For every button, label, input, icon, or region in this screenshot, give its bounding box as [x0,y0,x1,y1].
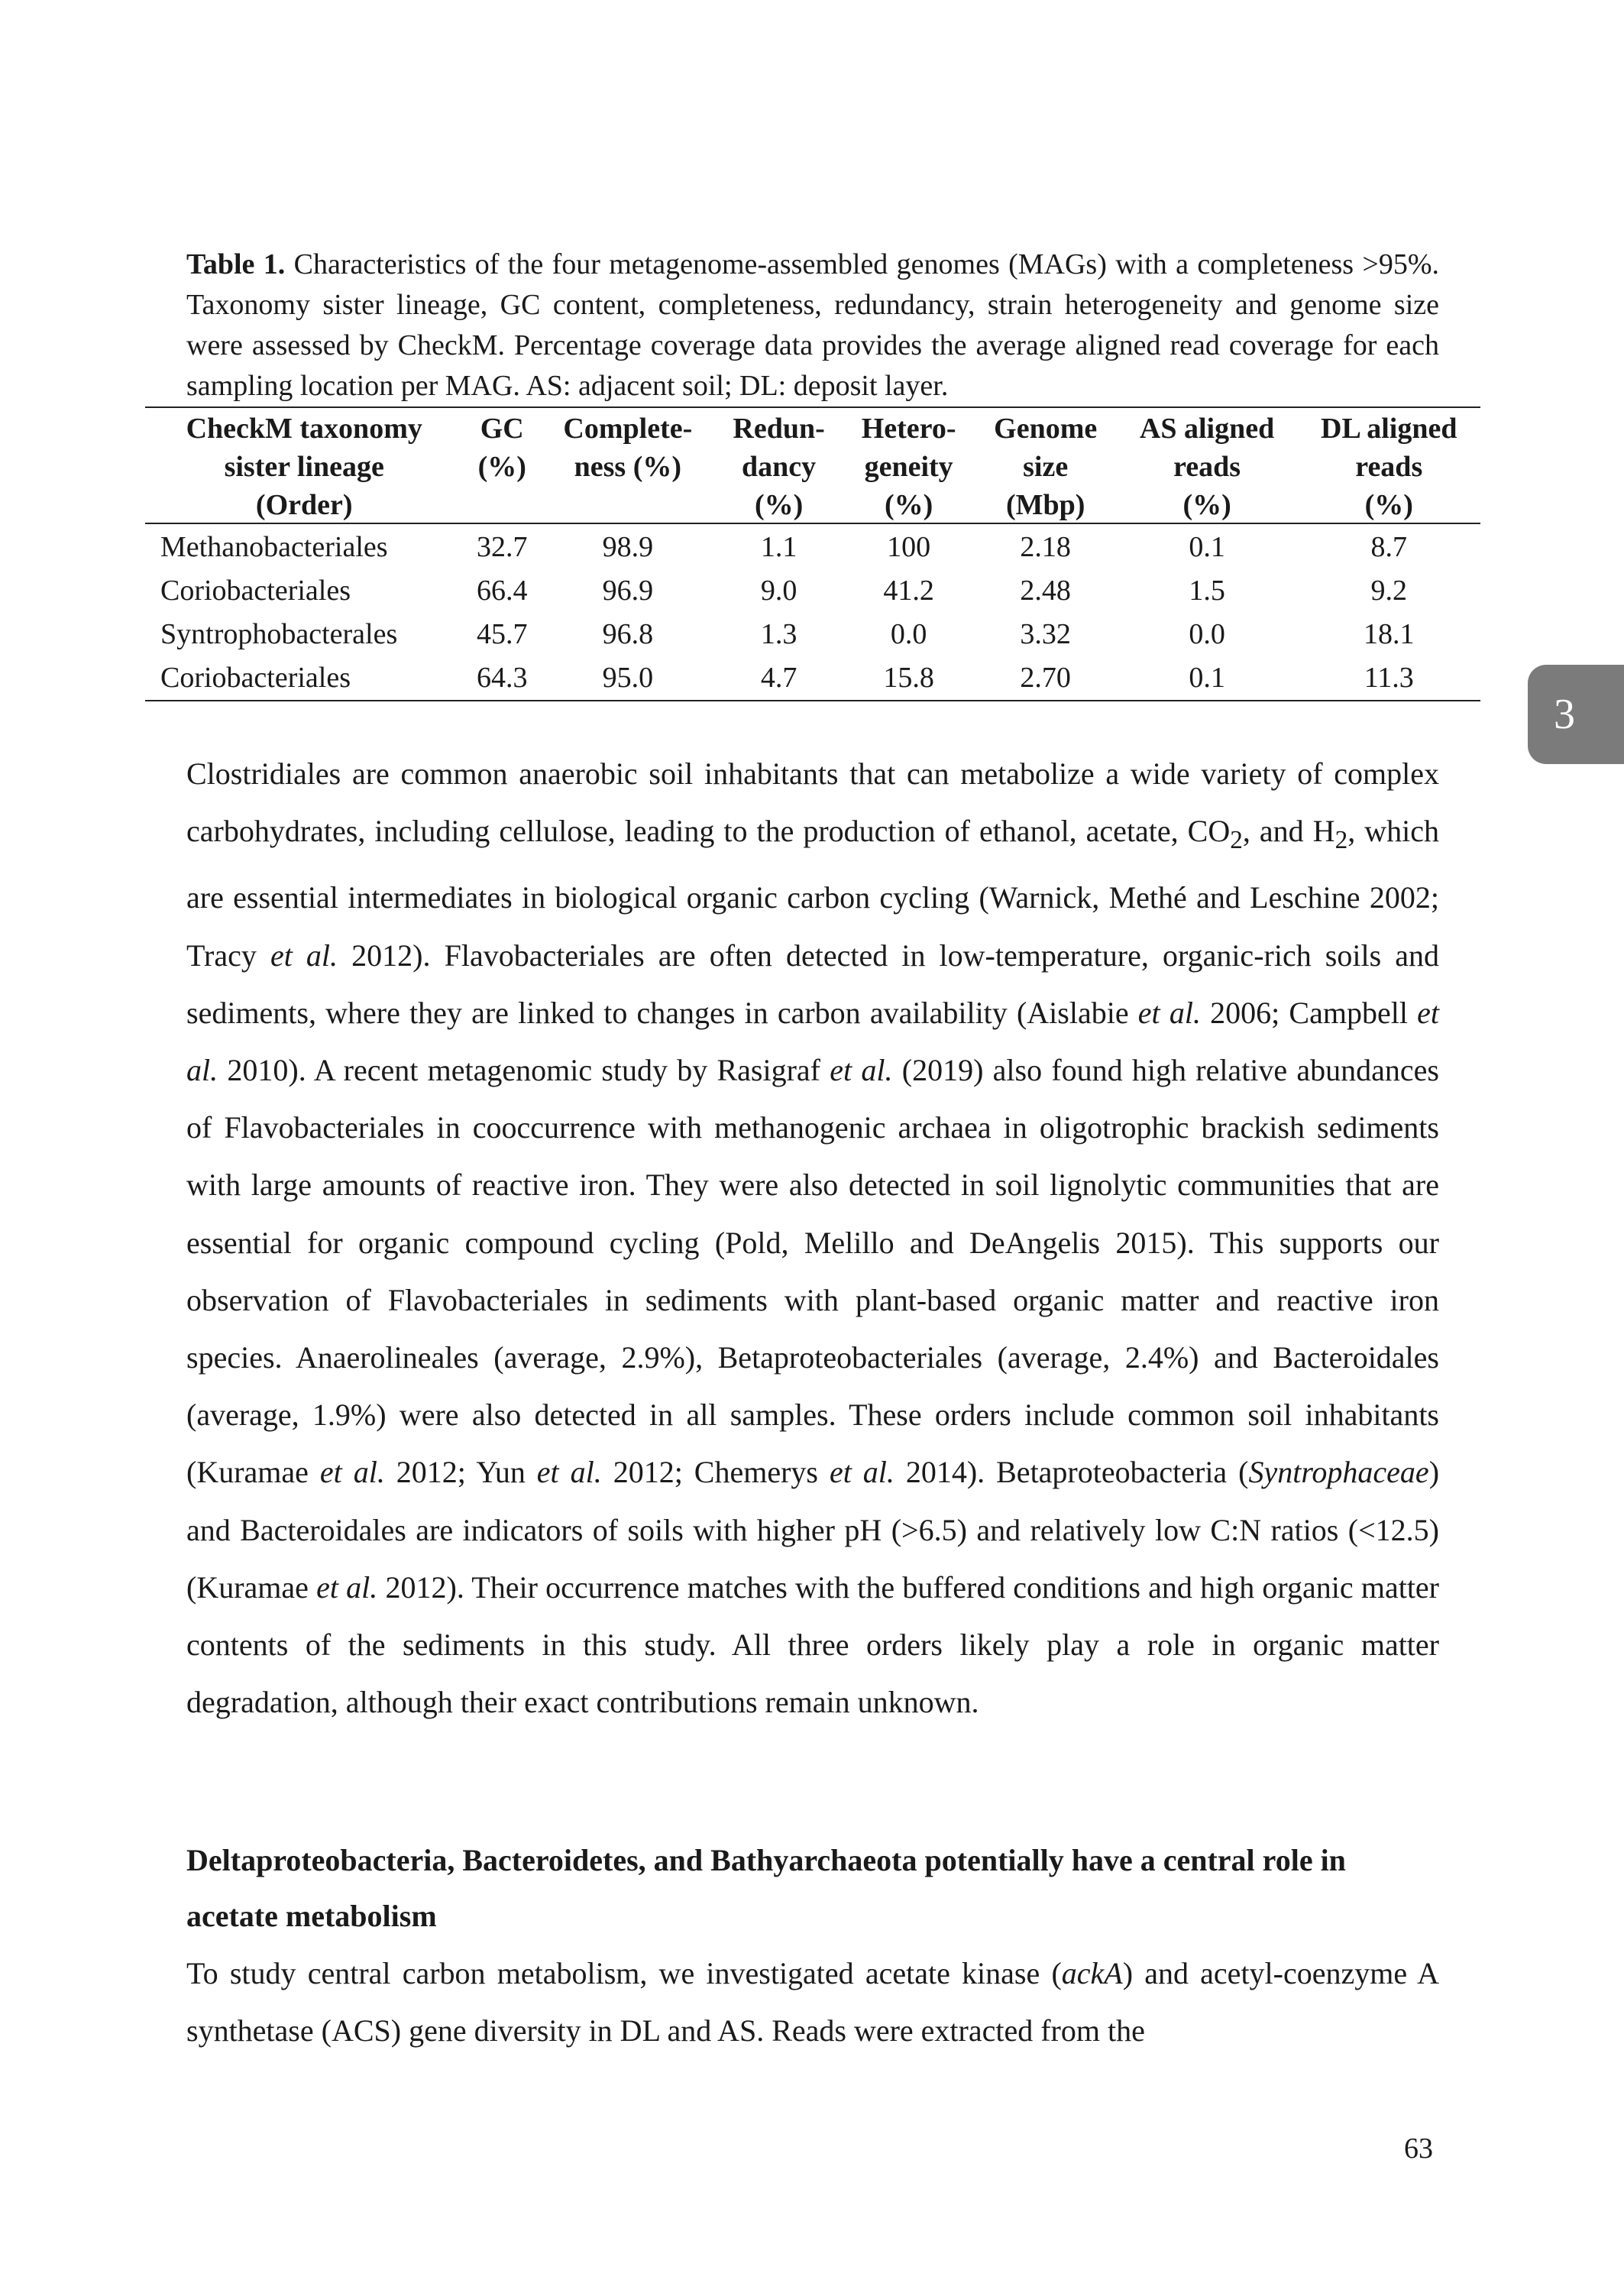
header-as-aligned: AS aligned [1117,407,1298,446]
text-run: To study central carbon metabolism, we investigated acetate kinase ( [186,1956,1062,1990]
text-run: , which are essential intermediates in biological organic carbon cycling (Warnick, Methé and Leschine 2002; Tracy [186,814,1440,973]
cell-taxonomy: Methanobacteriales [160,531,388,563]
cell-genome-size: 2.70 [975,656,1117,701]
text-run: ) and Bacteroidales are indicators of soils with higher pH (>6.5) and relatively low C:N ratios (<12.5) (Kuramae [186,1455,1440,1605]
header-redundancy: Redun- [715,407,843,446]
table-header-row-1 [145,407,1480,446]
cell-genome-size: 3.32 [1020,618,1071,650]
cell-dl-aligned: 8.7 [1370,531,1407,563]
text-run: 2006; Campbell [1200,995,1418,1030]
cell-as-aligned: 0.1 [1117,656,1298,701]
italic-run: et al. [1137,995,1201,1030]
cell-completeness: 96.9 [602,575,654,607]
cell-heterogeneity: 0.0 [890,618,927,650]
cell-dl-aligned: 18.1 [1364,618,1415,650]
text-run: , and H [1242,814,1335,849]
header-redundancy: (%) [715,484,843,523]
cell-genome-size: 2.48 [1020,575,1071,607]
header-dl-aligned: reads [1355,451,1423,483]
header-gc [463,484,541,523]
cell-heterogeneity: 41.2 [883,575,934,607]
header-taxonomy: CheckM taxonomy [145,407,463,446]
cell-redundancy: 1.1 [760,531,797,563]
cell-gc: 45.7 [477,618,528,650]
table-caption-text: Characteristics of the four metagenome-assembled genomes (MAGs) with a completeness >95%. Taxonomy sister lineage, GC content, completeness, redundancy, strain heterogeneity and genome size were assessed by CheckM. Percentage coverage data provides the average aligned read coverage for each sampling location per MAG. AS: adjacent soil; DL: deposit layer. [186,248,1439,402]
cell-taxonomy: Coriobacteriales [145,656,463,701]
table-caption-label: Table 1. [186,248,286,280]
cell-taxonomy: Syntrophobacterales [160,618,398,650]
cell-dl-aligned: 11.3 [1298,656,1481,701]
italic-run: Syntrophaceae [1248,1455,1429,1490]
subscript: 2 [1230,826,1243,855]
body-paragraph-1 [186,745,1439,1731]
header-heterogeneity: (%) [843,484,975,523]
cell-gc: 66.4 [477,575,528,607]
table-row [145,613,1480,656]
header-dl-aligned: DL aligned [1298,407,1481,446]
text-run: Clostridiales are common anaerobic soil inhabitants that can metabolize a wide variety of complex carbohydrates, including cellulose, leading to the production of ethanol, acetate, CO [186,756,1439,849]
cell-completeness: 96.8 [602,618,654,650]
table-row [145,656,1480,701]
header-as-aligned: (%) [1117,484,1298,523]
italic-run: et al. [316,1569,378,1605]
header-completeness: ness (%) [574,451,682,483]
cell-taxonomy: Coriobacteriales [160,575,351,607]
table-header-row-2 [145,446,1480,484]
header-taxonomy: sister lineage [224,451,384,483]
text-run: 2010). A recent metagenomic study by Rasigraf [218,1053,830,1088]
cell-redundancy: 4.7 [715,656,843,701]
text-run: 2012). Flavobacteriales are often detected in low-temperature, organic-rich soils and sediments, where they are linked to changes in carbon availability (Aislabie [186,938,1440,1030]
cell-gc: 32.7 [477,531,528,563]
header-redundancy: dancy [742,451,817,483]
header-gc: (%) [477,451,526,483]
chapter-tab [1528,665,1624,764]
header-genome-size: Genome [975,407,1117,446]
italic-run: et al. [186,995,1440,1088]
cell-redundancy: 9.0 [760,575,797,607]
section-heading: Deltaproteobacteria, Bacteroidetes, and Bathyarchaeota potentially have a central role in acetate metabolism [186,1843,1346,1933]
cell-heterogeneity: 15.8 [843,656,975,701]
italic-run: et al. [536,1455,602,1490]
italic-run: et al. [270,938,338,973]
italic-run: et al. [319,1455,385,1490]
table-header-row-3 [145,484,1480,523]
cell-heterogeneity: 100 [887,531,931,563]
text-run: 2014). Betaproteobacteria ( [894,1455,1249,1490]
cell-gc: 64.3 [463,656,541,701]
header-genome-size: (Mbp) [975,484,1117,523]
header-heterogeneity: Hetero- [843,407,975,446]
table-caption [186,245,1439,406]
cell-as-aligned: 0.1 [1189,531,1225,563]
subscript: 2 [1334,826,1348,855]
table-row [145,523,1480,569]
cell-genome-size: 2.18 [1020,531,1071,563]
italic-run: ackA [1061,1956,1123,1990]
text-run: ) and acetyl-coenzyme A synthetase (ACS) gene diversity in DL and AS. Reads were extracted from the [186,1956,1439,2048]
page-number: 63 [1404,2133,1433,2165]
cell-completeness: 98.9 [602,531,654,563]
header-taxonomy: (Order) [145,484,463,523]
italic-run: et al. [830,1053,893,1088]
cell-completeness: 95.0 [541,656,715,701]
header-dl-aligned: (%) [1298,484,1481,523]
body-paragraph-2 [186,1945,1439,2059]
header-completeness [541,484,715,523]
cell-dl-aligned: 9.2 [1370,575,1407,607]
text-run: 2012; Chemerys [601,1455,830,1490]
table-row [145,569,1480,613]
italic-run: et al. [829,1455,894,1490]
chapter-number: 3 [1554,691,1575,738]
header-genome-size: size [1023,451,1069,483]
cell-as-aligned: 1.5 [1189,575,1225,607]
header-completeness: Complete- [541,407,715,446]
text-run: (2019) also found high relative abundances of Flavobacteriales in cooccurrence with methanogenic archaea in oligotrophic brackish sediments with large amounts of reactive iron. They were also detected in soil lignolytic communities that are essential for organic compound cycling (Pold, Melillo and DeAngelis 2015). This supports our observation of Flavobacteriales in sediments with plant-based organic matter and reactive iron species. Anaerolineales (average, 2.9%), Betaproteobacteriales (average, 2.4%) and Bacteroidales (average, 1.9%) were also detected in all samples. These orders include common soil inhabitants (Kuramae [186,1053,1439,1490]
cell-as-aligned: 0.0 [1189,618,1225,650]
header-as-aligned: reads [1173,451,1241,483]
header-gc: GC [463,407,541,446]
cell-redundancy: 1.3 [760,618,797,650]
header-heterogeneity: geneity [864,451,953,483]
text-run: 2012; Yun [384,1455,537,1490]
mag-characteristics-table [145,406,1480,701]
text-run: 2012). Their occurrence matches with the buffered conditions and high organic matter contents of the sediments in this study. All three orders likely play a role in organic matter degradation, although their exact contributions remain unknown. [186,1569,1440,1720]
